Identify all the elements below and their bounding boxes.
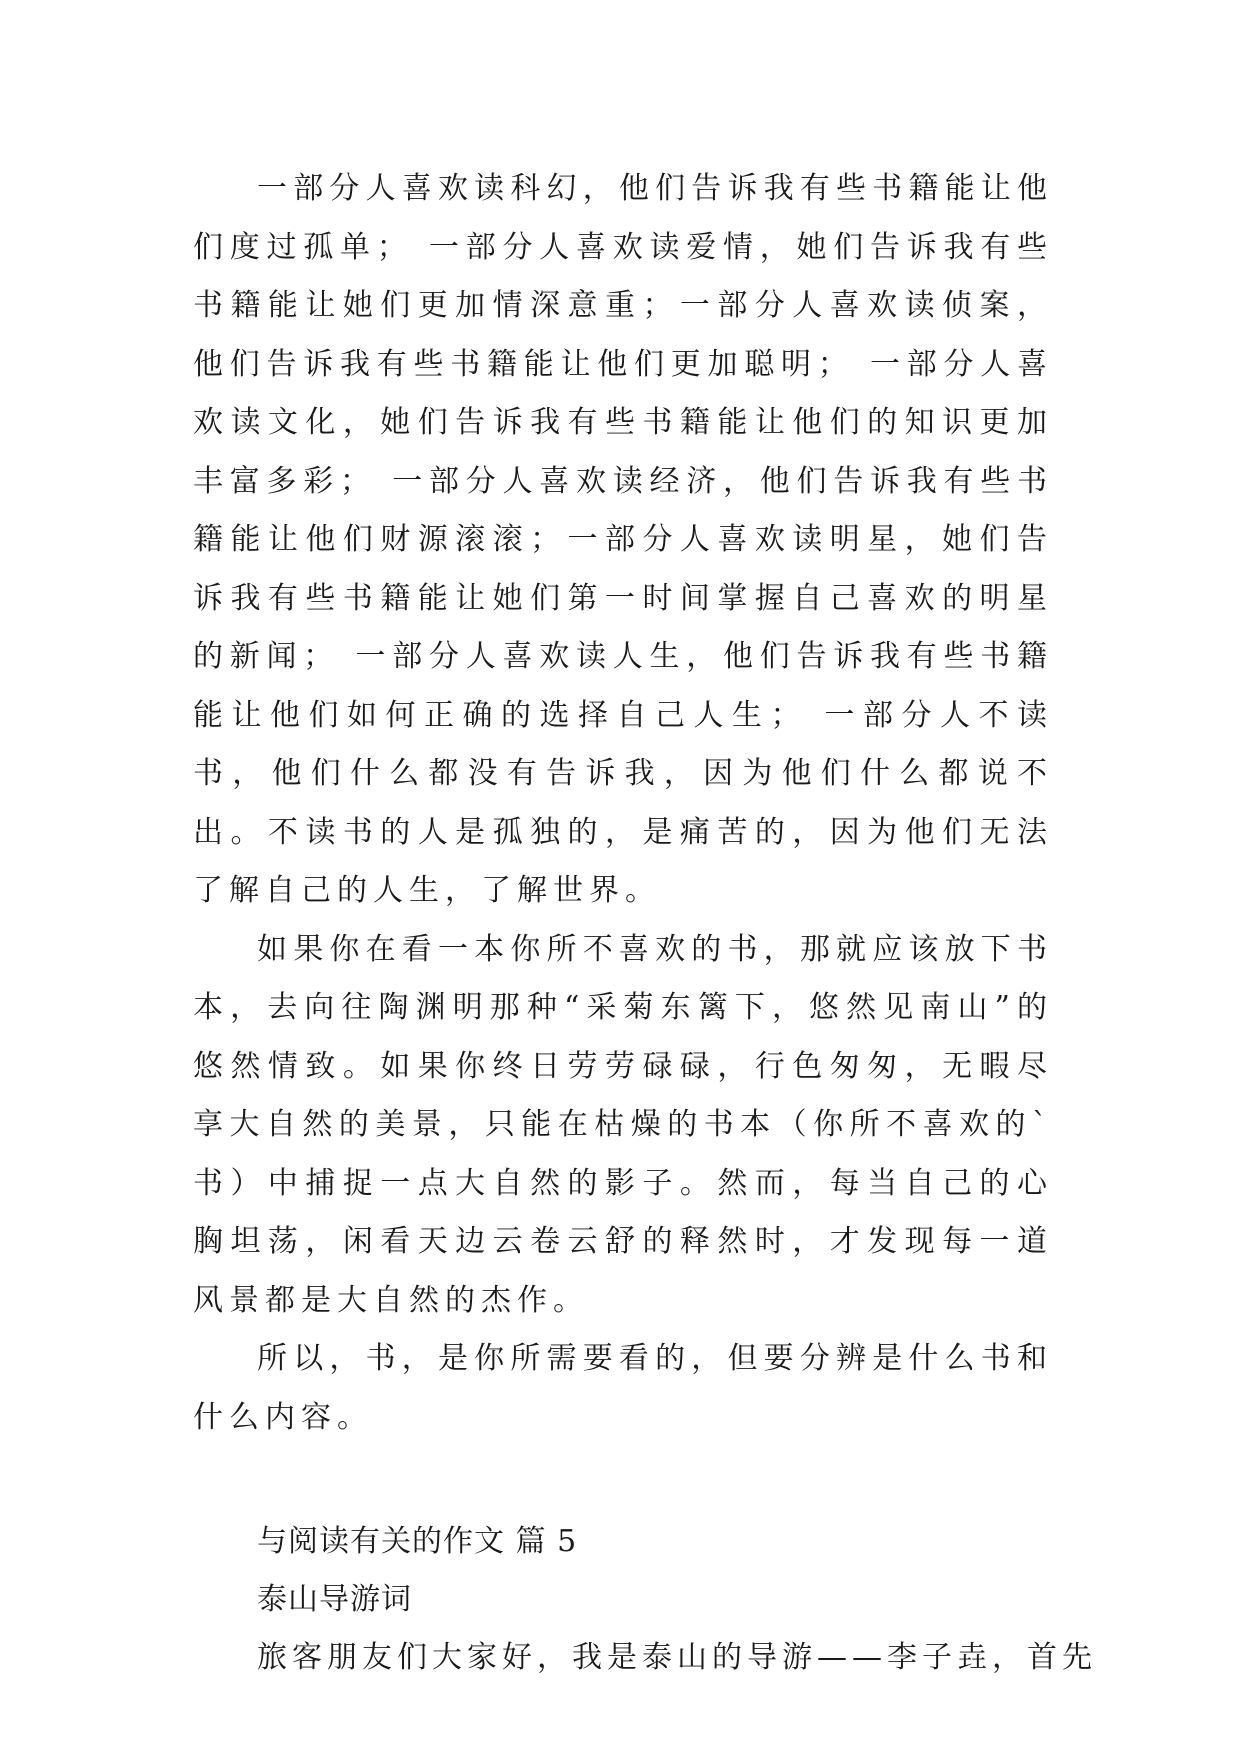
paragraph-reading-types: 一部分人喜欢读科幻，他们告诉我有些书籍能让他们度过孤单； 一部分人喜欢读爱情，她们告诉我有些书籍能让她们更加情深意重；一部分人喜欢读侦案，他们告诉我有些书籍能让他们更加聪明； 一部分人喜欢读文化，她们告诉我有些书籍能让他们的知识更加丰富多彩； 一部分人喜欢读经济，他们告诉我有些书籍能让他们财源滚滚；一部分人喜欢读明星，她们告诉我有些书籍能让她们第一时间掌握自己喜欢的明星的新闻； 一部分人喜欢读人生，他们告诉我有些书籍能让他们如何正确的选择自己人生； 一部分人不读书，他们什么都没有告诉我，因为他们什么都说不出。不读书的人是孤独的，是痛苦的，因为他们无法了解自己的人生，了解世界。 bbox=[193, 171, 1053, 908]
section-title: 泰山导游词 bbox=[257, 1582, 412, 1617]
paragraph-nature-reading: 如果你在看一本你所不喜欢的书，那就应该放下书本，去向往陶渊明那种“采菊东篱下，悠然见南山”的悠然情致。如果你终日劳劳碌碌，行色匆匆，无暇尽享大自然的美景，只能在枯燥的书本（你所不喜欢的`书）中捕捉一点大自然的影子。然而，每当自己的心胸坦荡，闲看天边云卷云舒的释然时，才发现每一道风景都是大自然的杰作。 bbox=[193, 931, 1053, 1318]
section-gap bbox=[193, 1447, 1053, 1513]
paragraph-conclusion: 所以，书，是你所需要看的，但要分辨是什么书和什么内容。 bbox=[193, 1341, 1053, 1435]
document-page bbox=[193, 160, 1097, 1687]
opening-line: 旅客朋友们大家好，我是泰山的导游——李子垚，首先 bbox=[257, 1640, 1097, 1675]
section-heading: 与阅读有关的作文 篇 5 bbox=[257, 1524, 578, 1559]
